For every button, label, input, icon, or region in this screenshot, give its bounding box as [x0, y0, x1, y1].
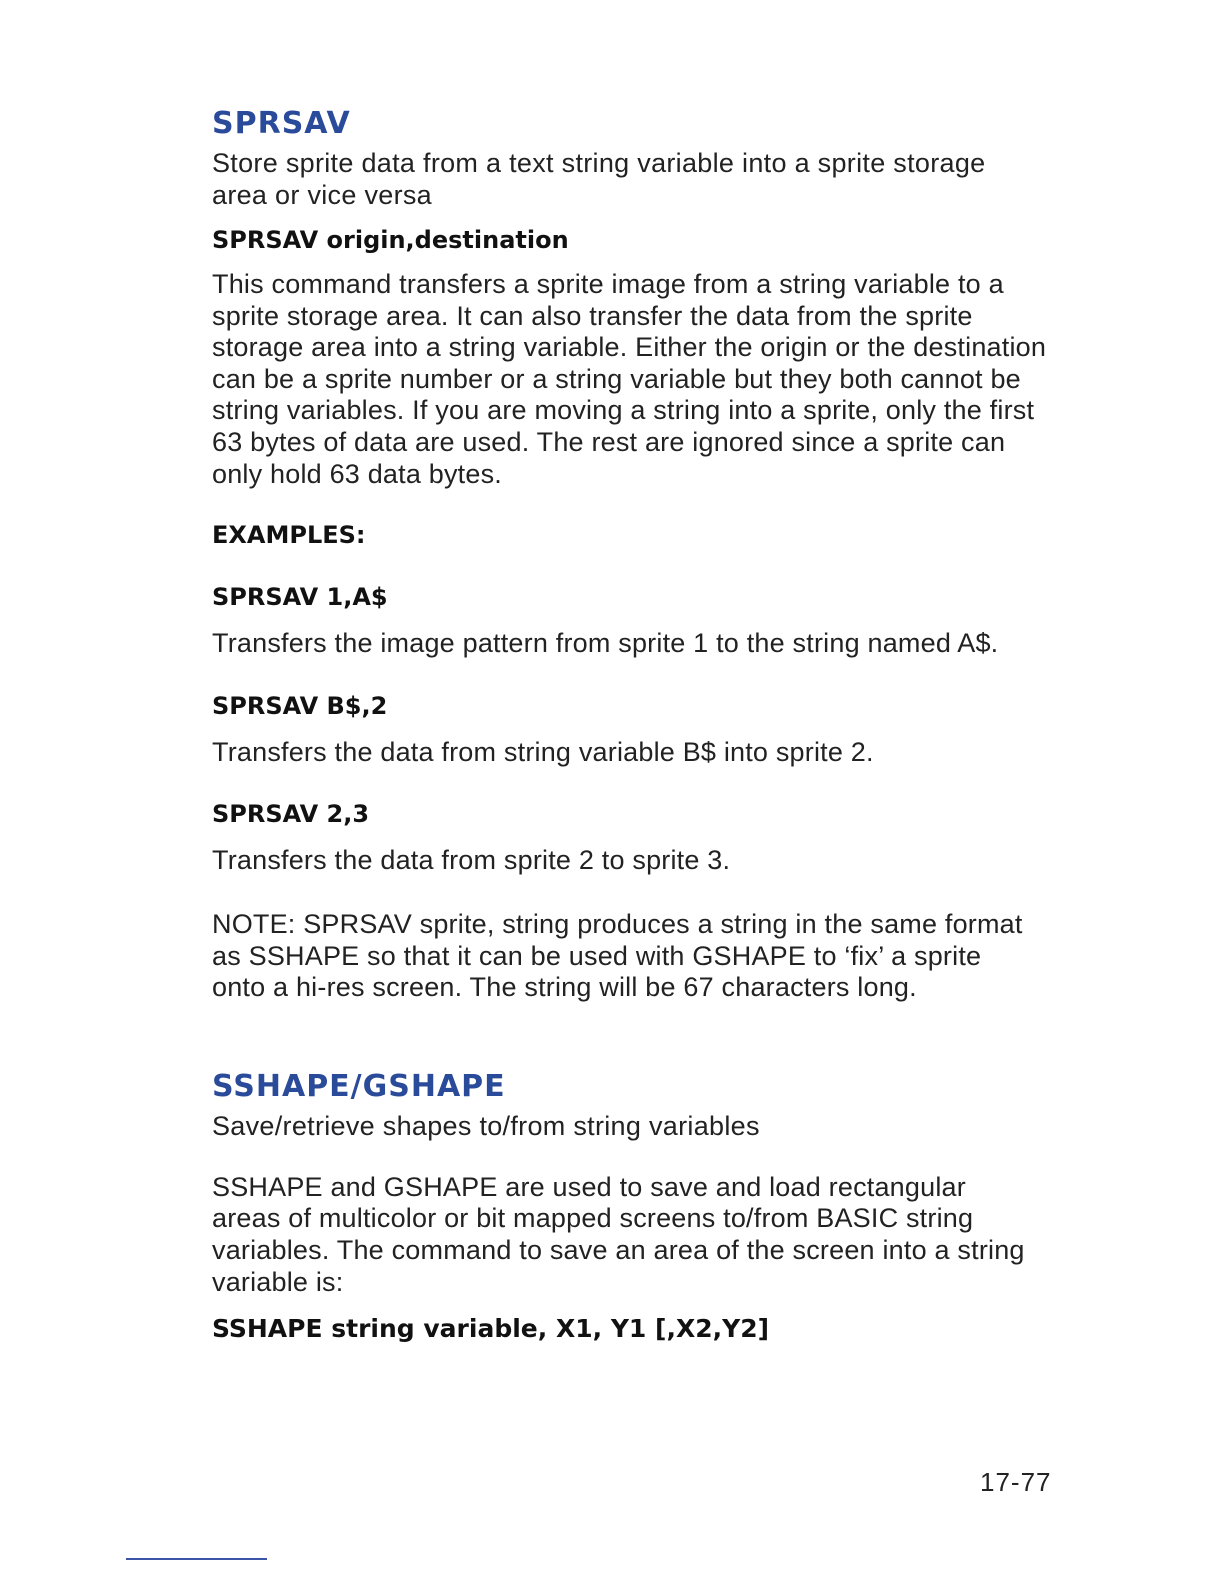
footer-rule: [126, 1558, 267, 1560]
sshape-syntax: SSHAPE string variable, X1, Y1 [,X2,Y2]: [212, 1314, 770, 1344]
sshape-subtitle: Save/retrieve shapes to/from string variables: [212, 1110, 760, 1141]
example-code: SPRSAV 1,A$: [212, 583, 388, 612]
sprsav-description: This command transfers a sprite image from a string variable to a sprite storage area. It can also transfer the data from the sprite storage area into a string variable. Either the origin or the destination can be a sprite number or a string variable but they both cannot be string variables. If you are moving a string into a sprite, only the first 63 bytes of data are used. The rest are ignored since a sprite can only hold 63 data bytes.: [212, 269, 1047, 489]
example-3: [212, 799, 1072, 877]
example-code: SPRSAV 2,3: [212, 800, 370, 829]
sshape-title: SSHAPE/GSHAPE: [212, 1068, 506, 1104]
example-2: [212, 691, 1072, 769]
sprsav-note: NOTE: SPRSAV sprite, string produces a string in the same format as SSHAPE so that it can be used with GSHAPE to ‘fix’ a sprite onto a hi-res screen. The string will be 67 characters long.: [212, 908, 1023, 1003]
sprsav-subtitle: Store sprite data from a text string variable into a sprite storage area or vice versa: [212, 148, 986, 210]
page-number: 17-77: [980, 1467, 1052, 1497]
example-text: Transfers the data from string variable B$ into sprite 2.: [212, 736, 874, 767]
sprsav-title: SPRSAV: [212, 106, 351, 141]
page-content: [212, 105, 1072, 1344]
example-1: [212, 582, 1072, 660]
sshape-description: SSHAPE and GSHAPE are used to save and load rectangular areas of multicolor or bit mapped screens to/from BASIC string variables. The command to save an area of the screen into a string variable is:: [212, 1171, 1025, 1297]
example-code: SPRSAV B$,2: [212, 691, 388, 720]
example-text: Transfers the image pattern from sprite 1 to the string named A$.: [212, 628, 999, 659]
sprsav-syntax: SPRSAV origin,destination: [212, 226, 569, 254]
examples-heading: EXAMPLES:: [212, 521, 366, 550]
example-text: Transfers the data from sprite 2 to sprite 3.: [212, 845, 731, 876]
